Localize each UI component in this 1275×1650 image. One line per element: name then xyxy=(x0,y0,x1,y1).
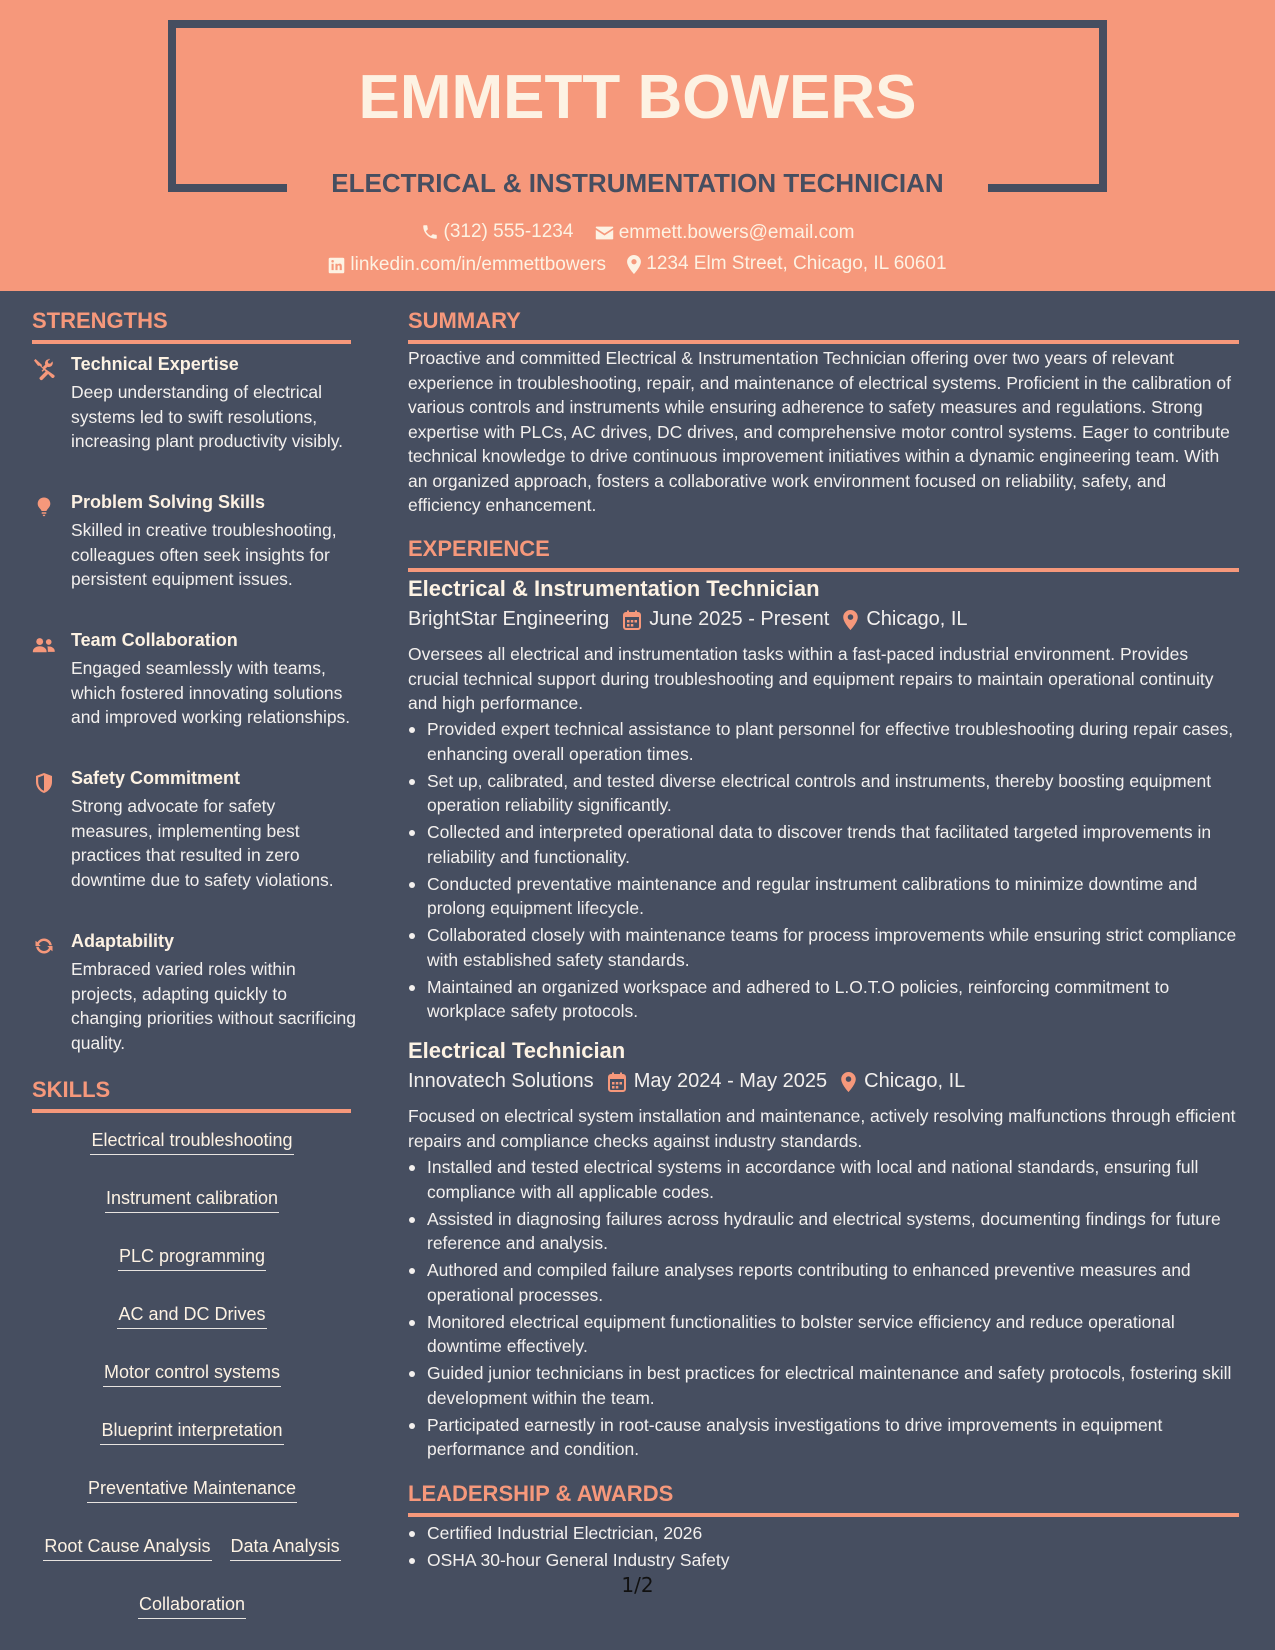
candidate-name: EMMETT BOWERS xyxy=(358,63,917,132)
strength-name: Problem Solving Skills xyxy=(71,492,266,512)
list-item: Set up, calibrated, and tested diverse electrical controls and instruments, thereby boosting equipment operation reliability significantly. xyxy=(408,769,1239,818)
location-pin-icon xyxy=(841,1072,856,1092)
resume-header xyxy=(0,0,1275,291)
skill-tag: Root Cause Analysis xyxy=(43,1533,211,1561)
list-item: Installed and tested electrical systems in accordance with local and national standards, ensuring full compliance with all applicable codes. xyxy=(408,1155,1239,1204)
summary-text: Proactive and committed Electrical & Instrumentation Technician offering over two years of relevant experience in troubleshooting, repair, and maintenance of electrical systems. Proficient in the calibration of various controls and instruments while ensuring adherence to safety measures and regulations. Strong expertise with PLCs, AC drives, DC drives, and comprehensive motor control systems. Eager to contribute technical knowledge to drive continuous improvement initiatives within a dynamic engineering team. With an organized approach, fosters a collaborative work environment focused on reliability, safety, and efficiency enhancement. xyxy=(408,348,1231,515)
calendar-icon xyxy=(623,610,641,630)
strength-description: Embraced varied roles within projects, adapting quickly to changing priorities without sacrificing quality. xyxy=(71,959,356,1053)
experience-section xyxy=(408,536,1239,572)
skill-tag: Collaboration xyxy=(138,1591,246,1619)
location-pin-icon xyxy=(843,610,858,630)
linkedin-text: linkedin.com/in/emmettbowers xyxy=(350,254,606,275)
summary-heading: SUMMARY xyxy=(408,308,1239,344)
strength-description: Skilled in creative troubleshooting, colleagues often seek insights for persistent equipment issues. xyxy=(71,520,337,589)
strength-description: Deep understanding of electrical systems led to swift resolutions, increasing plant productivity visibly. xyxy=(71,382,344,451)
job-meta xyxy=(408,1070,965,1093)
list-item: Collaborated closely with maintenance teams for process improvements while ensuring strict compliance with established safety standards. xyxy=(408,923,1239,972)
contact-row-2 xyxy=(0,253,1275,280)
lightbulb-icon xyxy=(32,495,56,519)
list-item: Monitored electrical equipment functionalities to bolster service efficiency and reduce operational downtime effectively. xyxy=(408,1310,1239,1359)
job-description: Focused on electrical system installation and maintenance, actively resolving malfunctions through efficient repairs and compliance checks against industry standards. xyxy=(408,1106,1236,1151)
address-text: 1234 Elm Street, Chicago, IL 60601 xyxy=(646,253,947,274)
list-item: Guided junior technicians in best practices for electrical maintenance and safety protocols, fostering skill development within the team. xyxy=(408,1361,1239,1410)
awards-heading: LEADERSHIP & AWARDS xyxy=(408,1481,1239,1517)
experience-heading: EXPERIENCE xyxy=(408,536,1239,572)
skill-tag: AC and DC Drives xyxy=(117,1301,266,1329)
email-text: emmett.bowers@email.com xyxy=(618,222,855,243)
list-item: Conducted preventative maintenance and regular instrument calibrations to minimize downtime and prolong equipment lifecycle. xyxy=(408,872,1239,921)
address-contact xyxy=(627,253,946,275)
summary-section xyxy=(408,308,1239,344)
users-icon xyxy=(32,633,56,657)
skill-tag: Electrical troubleshooting xyxy=(90,1127,293,1155)
job-dates: June 2025 - Present xyxy=(649,608,830,630)
list-item: Assisted in diagnosing failures across hydraulic and electrical systems, documenting findings for future reference and analysis. xyxy=(408,1207,1239,1256)
contact-row-1 xyxy=(0,221,1275,247)
strengths-heading: STRENGTHS xyxy=(32,308,351,344)
skill-tag: Instrument calibration xyxy=(105,1185,279,1213)
job-description: Oversees all electrical and instrumentation tasks within a fast-paced industrial environment. Provides crucial technical support during troubleshooting and equipment repairs to maintain operational continuity and high performance. xyxy=(408,644,1214,713)
job-title-heading: ELECTRICAL & INSTRUMENTATION TECHNICIAN xyxy=(331,168,944,198)
tools-icon xyxy=(32,357,56,381)
company-name: Innovatech Solutions xyxy=(408,1070,594,1092)
location-pin-icon xyxy=(627,255,641,274)
job-bullets xyxy=(408,1155,1239,1464)
list-item: Maintained an organized workspace and adhered to L.O.T.O policies, reinforcing commitment to workplace safety protocols. xyxy=(408,975,1239,1024)
skill-tag: Motor control systems xyxy=(103,1359,281,1387)
job-location: Chicago, IL xyxy=(864,1070,966,1092)
linkedin-icon xyxy=(328,257,345,274)
skill-tag: Preventative Maintenance xyxy=(87,1475,297,1503)
phone-text: (312) 555-1234 xyxy=(443,221,574,242)
company-name: BrightStar Engineering xyxy=(408,608,610,630)
list-item: Authored and compiled failure analyses reports contributing to enhanced preventive measures and operational processes. xyxy=(408,1258,1239,1307)
list-item: Collected and interpreted operational data to discover trends that facilitated targeted improvements in reliability and functionality. xyxy=(408,820,1239,869)
list-item: Certified Industrial Electrician, 2026 xyxy=(408,1521,1239,1546)
calendar-icon xyxy=(608,1072,626,1092)
awards-section xyxy=(408,1481,1239,1517)
skill-tag: PLC programming xyxy=(118,1243,266,1271)
envelope-icon xyxy=(595,225,614,241)
refresh-icon xyxy=(32,934,56,958)
shield-icon xyxy=(32,771,56,795)
list-item: Provided expert technical assistance to plant personnel for effective troubleshooting during repair cases, enhancing overall operation times. xyxy=(408,717,1239,766)
skill-tag: Blueprint interpretation xyxy=(100,1417,283,1445)
list-item: OSHA 30-hour General Industry Safety xyxy=(408,1548,1239,1573)
job-title: Electrical & Instrumentation Technician xyxy=(408,576,820,601)
job-meta xyxy=(408,608,968,631)
job-location: Chicago, IL xyxy=(866,608,968,630)
strength-name: Team Collaboration xyxy=(71,630,238,650)
skills-list xyxy=(32,1127,352,1619)
strength-name: Technical Expertise xyxy=(71,354,239,374)
email-contact[interactable] xyxy=(595,222,855,244)
job-title: Electrical Technician xyxy=(408,1038,626,1063)
awards-list xyxy=(408,1521,1239,1575)
linkedin-contact[interactable] xyxy=(328,254,606,276)
strength-description: Engaged seamlessly with teams, which fostered innovating solutions and improved working relationships. xyxy=(71,658,351,727)
job-dates: May 2024 - May 2025 xyxy=(633,1070,828,1092)
strength-description: Strong advocate for safety measures, implementing best practices that resulted in zero downtime due to safety violations. xyxy=(71,796,334,890)
strength-name: Safety Commitment xyxy=(71,768,241,788)
list-item: Participated earnestly in root-cause analysis investigations to drive improvements in equipment performance and condition. xyxy=(408,1413,1239,1462)
strength-name: Adaptability xyxy=(71,931,175,951)
phone-contact[interactable] xyxy=(421,221,574,243)
skills-heading: SKILLS xyxy=(32,1077,351,1113)
job-bullets xyxy=(408,717,1239,1026)
page-number: 1/2 xyxy=(621,1573,654,1597)
phone-icon xyxy=(421,223,439,241)
skill-tag: Data Analysis xyxy=(230,1533,341,1561)
